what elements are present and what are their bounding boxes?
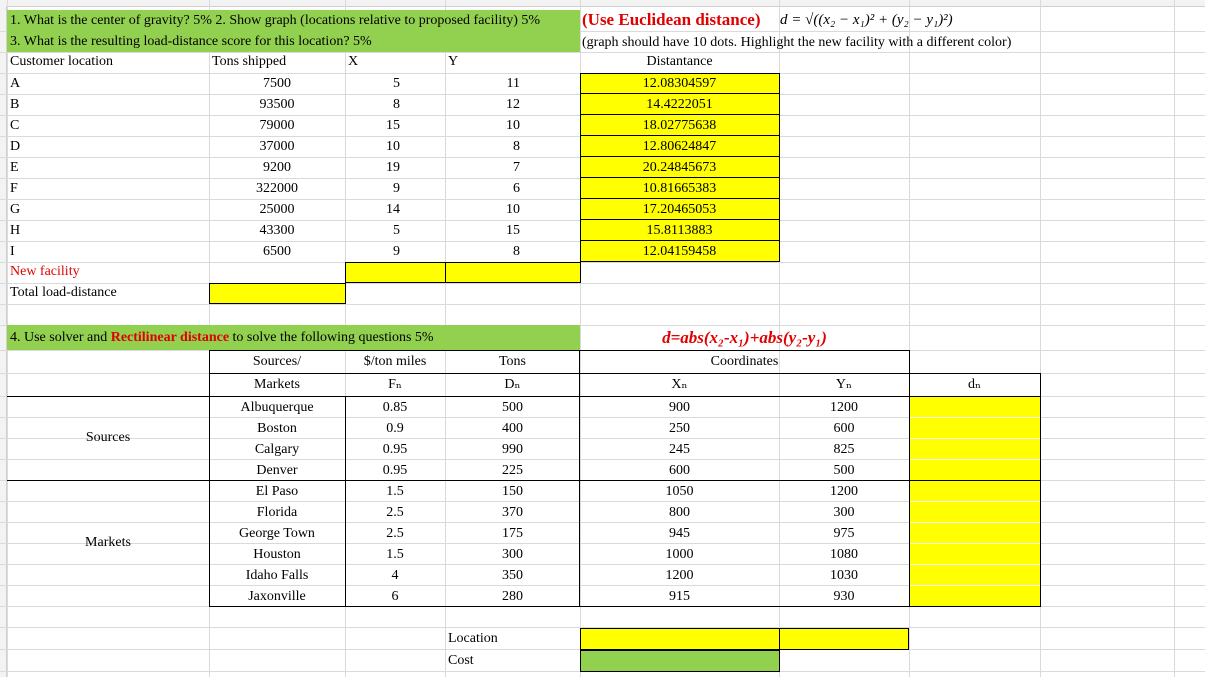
fn-cell[interactable]: 0.85: [382, 400, 408, 415]
column-header-strip: [0, 0, 1205, 7]
xn-cell[interactable]: 945: [669, 526, 690, 541]
x-cell[interactable]: 5: [393, 223, 400, 238]
xn-cell[interactable]: 245: [669, 442, 690, 457]
source-market-name-cell[interactable]: Houston: [253, 547, 301, 562]
new-facility-label: New facility: [10, 264, 80, 279]
xn-cell[interactable]: 900: [669, 400, 690, 415]
total-load-distance-label: Total load-distance: [10, 285, 117, 300]
fn-cell[interactable]: 0.95: [382, 442, 408, 457]
dn-cell[interactable]: 150: [502, 484, 523, 499]
y-cell[interactable]: 8: [513, 139, 520, 154]
customer-location-cell[interactable]: H: [10, 223, 21, 238]
y-cell[interactable]: 8: [513, 244, 520, 259]
fn-cell[interactable]: 6: [391, 589, 399, 604]
xn-cell[interactable]: 915: [669, 589, 690, 604]
source-market-name-cell[interactable]: Florida: [256, 505, 298, 520]
question-4-suffix: to solve the following questions 5%: [229, 330, 434, 345]
customer-location-cell[interactable]: I: [10, 244, 15, 259]
total-load-distance-cell[interactable]: [209, 283, 346, 304]
header-coordinates: Coordinates: [710, 354, 779, 369]
euclidean-formula: d = √((x₂ − x₁)² + (y₂ − y₁)²): [780, 12, 953, 28]
header-xn: Xₙ: [671, 377, 688, 392]
tons-shipped-cell[interactable]: 79000: [259, 118, 295, 133]
dn-cell[interactable]: 225: [502, 463, 523, 478]
group-label-sources: Sources: [85, 430, 131, 445]
y-cell[interactable]: 6: [513, 181, 520, 196]
row-header-strip: [0, 6, 7, 677]
dn-cell[interactable]: 300: [502, 547, 523, 562]
col-header-customer-location: Customer location: [10, 54, 114, 69]
header-ton-miles: $/ton miles: [363, 354, 427, 369]
customer-location-cell[interactable]: B: [10, 97, 20, 112]
distance-cell[interactable]: 18.02775638: [580, 115, 779, 136]
yn-cell[interactable]: 1200: [830, 484, 858, 499]
dn-cell[interactable]: 350: [502, 568, 523, 583]
graph-instruction-note: (graph should have 10 dots. Highlight the new facility with a different color): [582, 35, 1012, 50]
fn-cell[interactable]: 2.5: [386, 526, 404, 541]
source-market-name-cell[interactable]: Jaxonville: [248, 589, 306, 604]
y-cell[interactable]: 7: [513, 160, 520, 175]
y-cell[interactable]: 10: [506, 118, 520, 133]
dn-result-cell[interactable]: [910, 565, 1040, 586]
y-cell[interactable]: 11: [506, 76, 520, 91]
header-yn: Yₙ: [835, 377, 853, 392]
xn-cell[interactable]: 1200: [665, 568, 694, 583]
header-sources-markets-top: Sources/: [252, 354, 302, 369]
header-fn: Fₙ: [388, 377, 402, 392]
location-y-cell[interactable]: [779, 628, 909, 650]
y-cell[interactable]: 15: [506, 223, 520, 238]
yn-cell[interactable]: 930: [833, 589, 855, 604]
source-market-name-cell[interactable]: Idaho Falls: [245, 568, 309, 583]
new-facility-y-cell[interactable]: [445, 262, 581, 283]
dn-result-cell[interactable]: [910, 586, 1040, 607]
fn-cell[interactable]: 0.9: [386, 421, 404, 436]
dn-result-cell[interactable]: [910, 460, 1040, 481]
x-cell[interactable]: 14: [386, 202, 400, 217]
source-market-name-cell[interactable]: Boston: [257, 421, 297, 436]
header-tons: Tons: [498, 354, 527, 369]
xn-cell[interactable]: 1050: [665, 484, 694, 499]
yn-cell[interactable]: 600: [833, 421, 855, 436]
yn-cell[interactable]: 1080: [830, 547, 858, 562]
customer-location-cell[interactable]: G: [10, 202, 21, 217]
tons-shipped-cell[interactable]: 322000: [256, 181, 298, 196]
x-cell[interactable]: 9: [393, 181, 400, 196]
x-cell[interactable]: 15: [386, 118, 400, 133]
header-dn: Dₙ: [504, 377, 521, 392]
yn-cell[interactable]: 300: [833, 505, 855, 520]
dn-cell[interactable]: 500: [502, 400, 523, 415]
cost-label: Cost: [448, 653, 474, 668]
dn-result-cell[interactable]: [910, 397, 1040, 418]
col-header-distance: Distantance: [646, 54, 713, 69]
yn-cell[interactable]: 1030: [830, 568, 858, 583]
dn-result-cell[interactable]: [910, 418, 1040, 439]
question-3-header: 3. What is the resulting load-distance score for this location? 5%: [7, 31, 580, 52]
question-1-2-header: 1. What is the center of gravity? 5% 2. Show graph (locations relative to proposed facility) 5%: [7, 10, 580, 31]
fn-cell[interactable]: 4: [391, 568, 399, 583]
y-cell[interactable]: 10: [506, 202, 520, 217]
yn-cell[interactable]: 975: [833, 526, 855, 541]
dn-result-cell[interactable]: [910, 544, 1040, 565]
dn-result-cell[interactable]: [910, 523, 1040, 544]
xn-cell[interactable]: 600: [669, 463, 690, 478]
dn-cell[interactable]: 370: [502, 505, 523, 520]
fn-cell[interactable]: 1.5: [386, 484, 404, 499]
dn-result-cell[interactable]: [910, 481, 1040, 502]
tons-shipped-cell[interactable]: 6500: [263, 244, 291, 259]
distance-cell[interactable]: 12.04159458: [580, 241, 779, 262]
new-facility-x-cell[interactable]: [345, 262, 446, 283]
yn-cell[interactable]: 1200: [830, 400, 858, 415]
distance-cell[interactable]: 10.81665383: [580, 178, 779, 199]
dn-result-cell[interactable]: [910, 439, 1040, 460]
cost-cell[interactable]: [580, 650, 780, 672]
distance-cell[interactable]: 15.8113883: [580, 220, 779, 241]
distance-cell[interactable]: 17.20465053: [580, 199, 779, 220]
fn-cell[interactable]: 1.5: [386, 547, 404, 562]
dn-cell[interactable]: 990: [502, 442, 523, 457]
rectilinear-formula: d=abs(x₂-x₁)+abs(y₂-y₁): [662, 328, 827, 347]
dn-cell[interactable]: 400: [502, 421, 523, 436]
tons-shipped-cell[interactable]: 37000: [259, 139, 295, 154]
dn-cell[interactable]: 280: [502, 589, 523, 604]
source-market-name-cell[interactable]: Albuquerque: [240, 400, 314, 415]
dn-result-cell[interactable]: [910, 502, 1040, 523]
col-header-y: Y: [448, 54, 459, 69]
distance-cell[interactable]: 12.08304597: [580, 73, 779, 94]
source-market-name-cell[interactable]: Calgary: [254, 442, 300, 457]
yn-cell[interactable]: 825: [833, 442, 855, 457]
col-header-tons-shipped: Tons shipped: [212, 54, 287, 69]
tons-shipped-cell[interactable]: 93500: [259, 97, 295, 112]
source-market-name-cell[interactable]: George Town: [239, 526, 315, 541]
customer-location-cell[interactable]: E: [10, 160, 19, 175]
source-market-name-cell[interactable]: Denver: [256, 463, 298, 478]
y-cell[interactable]: 12: [506, 97, 520, 112]
col-header-x: X: [348, 54, 359, 69]
xn-cell[interactable]: 800: [669, 505, 690, 520]
fn-cell[interactable]: 0.95: [382, 463, 408, 478]
x-cell[interactable]: 10: [386, 139, 400, 154]
location-label: Location: [448, 631, 498, 646]
xn-cell[interactable]: 250: [669, 421, 690, 436]
location-x-cell[interactable]: [580, 628, 780, 650]
distance-cell[interactable]: 14.4222051: [580, 94, 779, 115]
source-market-name-cell[interactable]: El Paso: [255, 484, 299, 499]
dn-cell[interactable]: 175: [502, 526, 523, 541]
rectilinear-highlight: Rectilinear distance: [110, 330, 230, 345]
tons-shipped-cell[interactable]: 9200: [263, 160, 291, 175]
customer-location-cell[interactable]: A: [10, 76, 21, 91]
question-4-prefix: 4. Use solver and: [10, 330, 111, 345]
question-4-header: [7, 325, 580, 350]
fn-cell[interactable]: 2.5: [386, 505, 404, 520]
customer-location-cell[interactable]: C: [10, 118, 20, 133]
header-markets: Markets: [254, 377, 300, 392]
yn-cell[interactable]: 500: [833, 463, 855, 478]
euclidean-distance-note: (Use Euclidean distance): [582, 10, 761, 29]
tons-shipped-cell[interactable]: 25000: [259, 202, 295, 217]
x-cell[interactable]: 9: [393, 244, 400, 259]
header-dn-distance: dₙ: [967, 377, 982, 392]
x-cell[interactable]: 8: [393, 97, 400, 112]
distance-cell[interactable]: 20.24845673: [580, 157, 779, 178]
distance-cell[interactable]: 12.80624847: [580, 136, 779, 157]
x-cell[interactable]: 5: [393, 76, 400, 91]
group-label-markets: Markets: [85, 535, 131, 550]
customer-location-cell[interactable]: F: [10, 181, 18, 196]
tons-shipped-cell[interactable]: 7500: [263, 76, 291, 91]
customer-location-cell[interactable]: D: [10, 139, 21, 154]
tons-shipped-cell[interactable]: 43300: [259, 223, 295, 238]
xn-cell[interactable]: 1000: [665, 547, 694, 562]
x-cell[interactable]: 19: [386, 160, 400, 175]
